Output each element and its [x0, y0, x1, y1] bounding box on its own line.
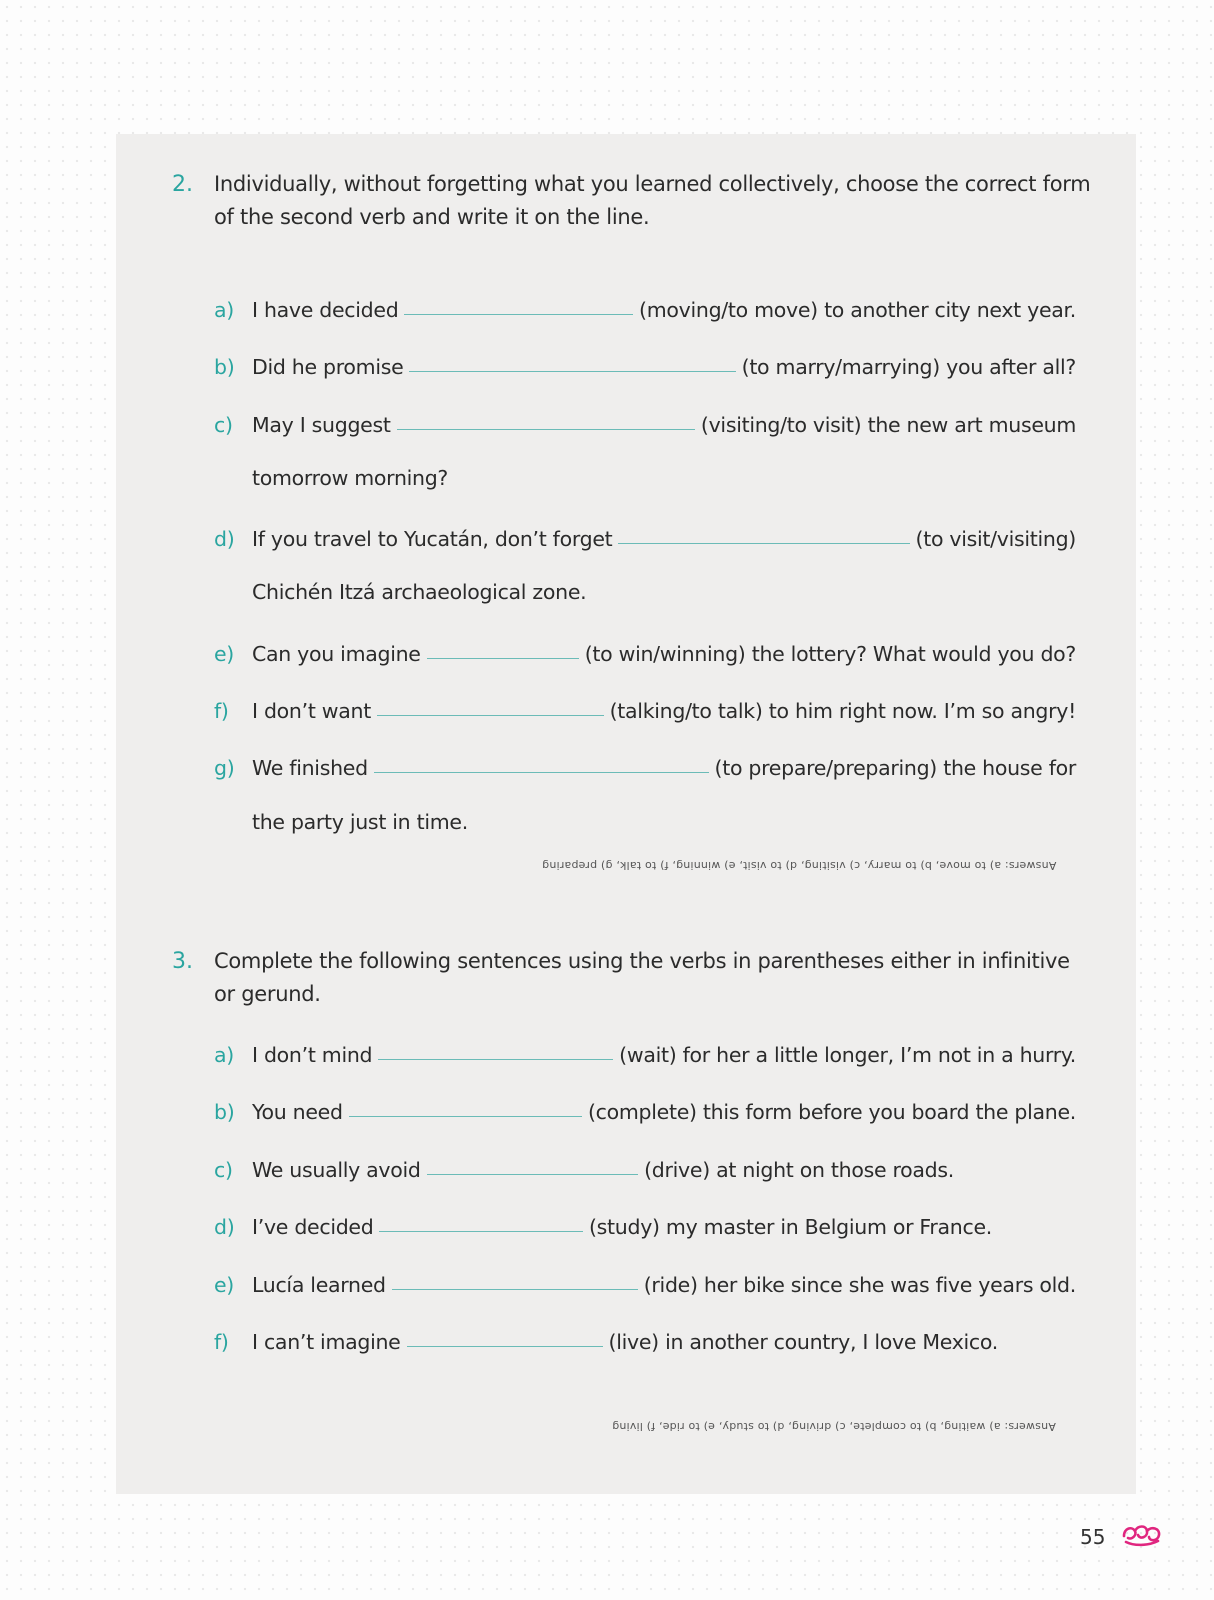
item-stem: Lucía learned	[252, 1273, 386, 1297]
exercise-2-item-d	[214, 517, 1076, 551]
item-letter: a)	[214, 1043, 234, 1067]
item-stem: Can you imagine	[252, 642, 421, 666]
answer-blank[interactable]	[392, 1289, 638, 1290]
item-stem: I don’t want	[252, 699, 371, 723]
page-number: 55	[1080, 1525, 1106, 1549]
item-tail: (live) in another country, I love Mexico.	[608, 1330, 998, 1354]
exercise-2-item-a	[214, 288, 1076, 322]
item-tail: (ride) her bike since she was five years old.	[643, 1273, 1076, 1297]
answer-blank[interactable]	[397, 429, 695, 430]
answer-blank[interactable]	[427, 658, 579, 659]
exercise-3-item-b	[214, 1090, 1076, 1124]
answer-blank[interactable]	[349, 1116, 582, 1117]
item-tail: (to visit/visiting)	[915, 527, 1076, 551]
item-letter: f)	[214, 1330, 229, 1354]
item-tail: (wait) for her a little longer, I’m not in a hurry.	[619, 1043, 1076, 1067]
item-stem: I have decided	[252, 298, 399, 322]
exercise-2-number: 2.	[172, 172, 193, 197]
item-stem: You need	[252, 1100, 343, 1124]
answer-blank[interactable]	[618, 543, 909, 544]
answer-blank[interactable]	[379, 1231, 583, 1232]
item-tail: (visiting/to visit) the new art museum	[700, 413, 1076, 437]
item-tail: (to marry/marrying) you after all?	[741, 355, 1076, 379]
item-letter: c)	[214, 1158, 233, 1182]
item-continuation: the party just in time.	[252, 810, 468, 834]
exercise-panel	[116, 134, 1136, 1494]
exercise-2-item-f	[214, 689, 1076, 723]
exercise-2-item-b	[214, 345, 1076, 379]
answer-blank[interactable]	[404, 314, 633, 315]
answer-blank[interactable]	[427, 1174, 639, 1175]
item-continuation: Chichén Itzá archaeological zone.	[252, 580, 587, 604]
item-stem: If you travel to Yucatán, don’t forget	[252, 527, 613, 551]
item-letter: f)	[214, 699, 229, 723]
item-stem: Did he promise	[252, 355, 404, 379]
item-tail: (moving/to move) to another city next year.	[639, 298, 1076, 322]
item-tail: (to win/winning) the lottery? What would you do?	[584, 642, 1076, 666]
exercise-3-instruction: Complete the following sentences using the verbs in parentheses either in infinitive or gerund.	[214, 949, 1070, 1006]
item-letter: b)	[214, 1100, 235, 1124]
item-letter: c)	[214, 413, 233, 437]
item-stem: I don’t mind	[252, 1043, 373, 1067]
exercise-3-number: 3.	[172, 949, 193, 974]
answer-blank[interactable]	[407, 1346, 603, 1347]
exercise-3-item-a	[214, 1033, 1076, 1067]
item-stem: I can’t imagine	[252, 1330, 401, 1354]
item-letter: e)	[214, 1273, 235, 1297]
answer-blank[interactable]	[378, 1059, 613, 1060]
item-tail: (drive) at night on those roads.	[644, 1158, 954, 1182]
item-letter: g)	[214, 756, 235, 780]
answer-blank[interactable]	[409, 371, 735, 372]
item-tail: (to prepare/preparing) the house for	[714, 756, 1076, 780]
publisher-logo-icon	[1120, 1520, 1164, 1550]
exercise-2-item-e	[214, 632, 1076, 666]
exercise-2-answers: Answers: a) to move, b) to marry, c) visiting, d) to visit, e) winning, f) to talk, g) preparing	[541, 859, 1056, 872]
item-stem: We usually avoid	[252, 1158, 421, 1182]
exercise-2-item-g	[214, 746, 1076, 780]
item-stem: We finished	[252, 756, 368, 780]
exercise-2-instruction: Individually, without forgetting what you learned collectively, choose the correct form of the second verb and write it on the line.	[214, 172, 1091, 229]
item-stem: I’ve decided	[252, 1215, 374, 1239]
item-continuation: tomorrow morning?	[252, 466, 449, 490]
item-letter: d)	[214, 527, 235, 551]
item-letter: b)	[214, 355, 235, 379]
item-letter: a)	[214, 298, 234, 322]
item-letter: d)	[214, 1215, 235, 1239]
item-tail: (talking/to talk) to him right now. I’m so angry!	[609, 699, 1076, 723]
item-tail: (study) my master in Belgium or France.	[588, 1215, 992, 1239]
exercise-3-item-c	[214, 1148, 954, 1182]
exercise-3-answers: Answers: a) waiting, b) to complete, c) driving, d) to study, e) to ride, f) living	[612, 1420, 1056, 1433]
item-tail: (complete) this form before you board the plane.	[587, 1100, 1076, 1124]
exercise-3-item-d	[214, 1205, 992, 1239]
exercise-2-item-c	[214, 403, 1076, 437]
exercise-3-item-f	[214, 1320, 998, 1354]
answer-blank[interactable]	[374, 772, 709, 773]
exercise-3-item-e	[214, 1263, 1076, 1297]
item-stem: May I suggest	[252, 413, 391, 437]
item-letter: e)	[214, 642, 235, 666]
answer-blank[interactable]	[377, 715, 604, 716]
